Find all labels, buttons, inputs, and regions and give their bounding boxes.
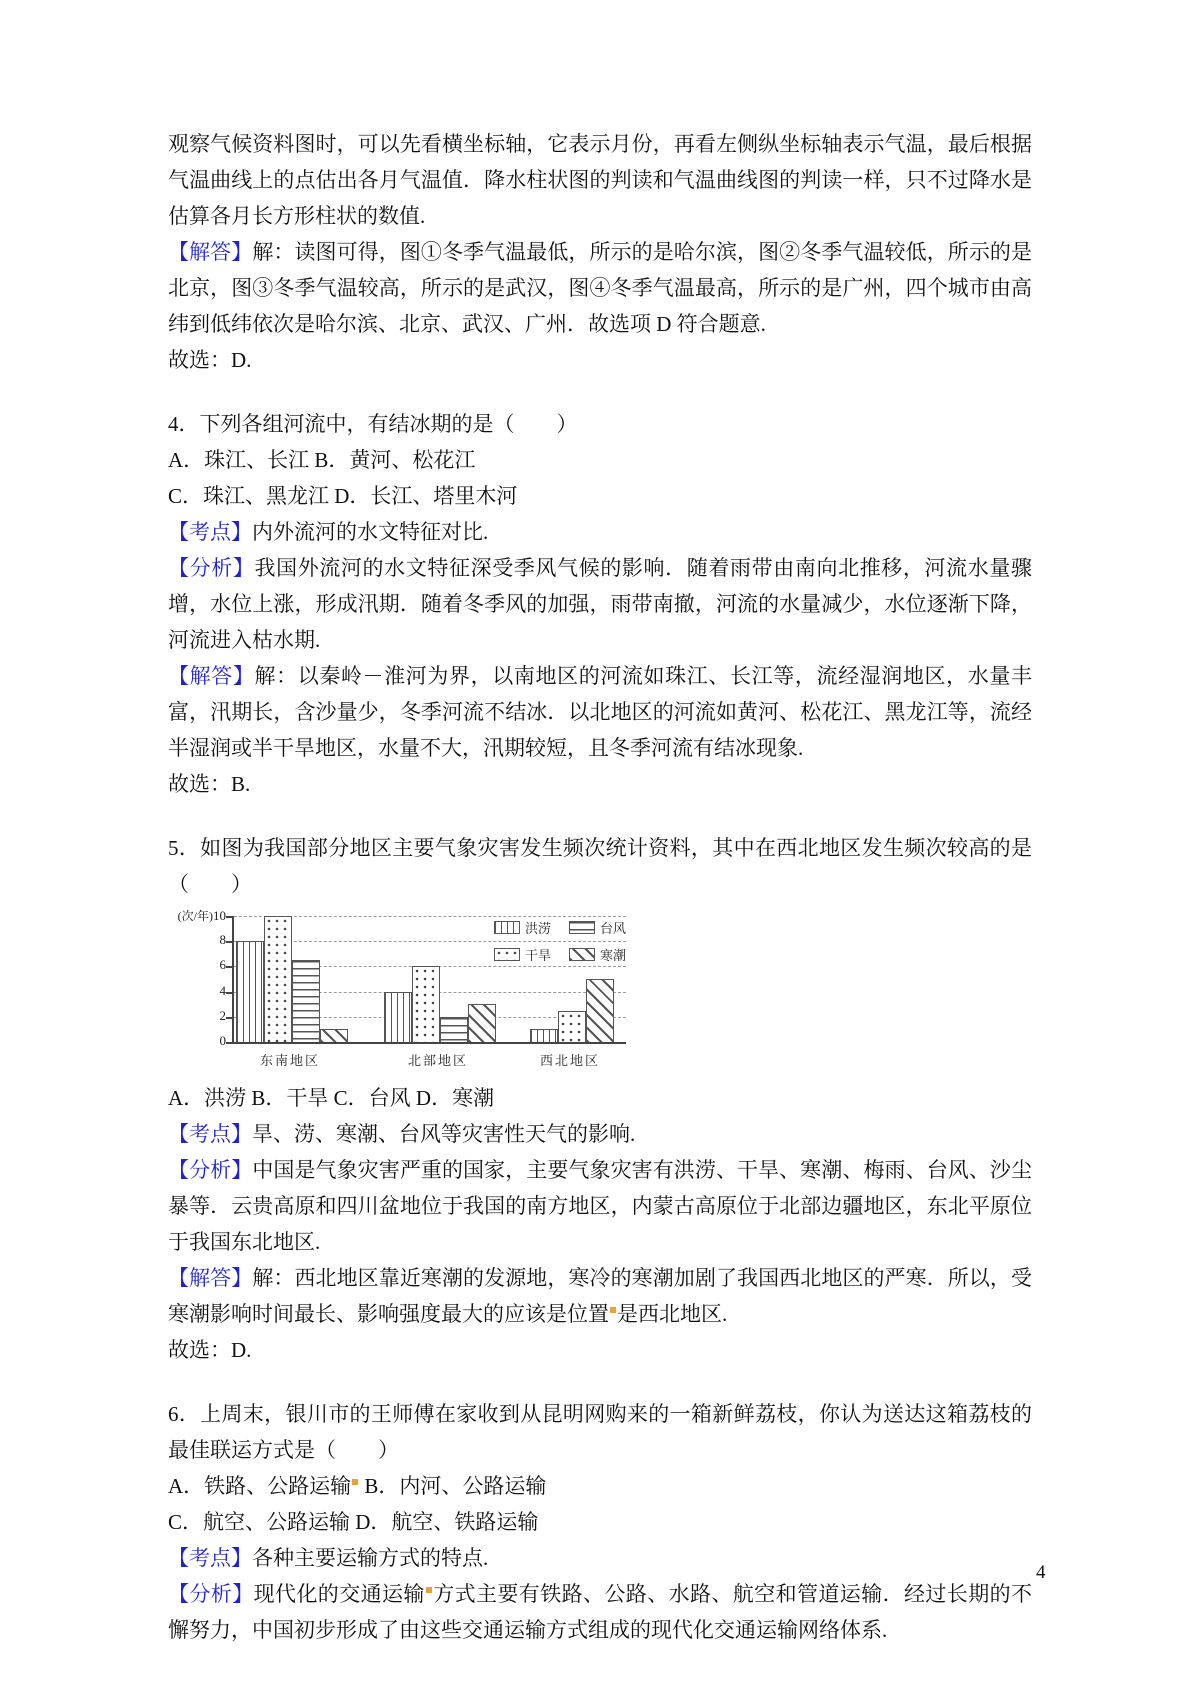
text-run: 方式主要有铁路、公路、水路、航空和管道运输．经过长期的不懈努力，中国初步形成了由这些交通运输方式组成的现代化交通运输网络体系. [168, 1582, 1033, 1642]
bar-干旱 [558, 1011, 586, 1043]
paragraph [168, 1396, 1032, 1468]
ocr-artifact-mark [610, 1307, 616, 1313]
x-axis-label: 西北地区 [539, 1053, 601, 1068]
legend-label: 洪涝 [524, 921, 551, 936]
document-body [168, 126, 1032, 1648]
paragraph [168, 126, 1032, 234]
legend-swatch-台风 [569, 921, 595, 934]
y-axis-tick: 8 [219, 932, 226, 948]
paragraph [168, 234, 1032, 342]
paragraph [168, 478, 1032, 514]
section-tag: 【考点】 [168, 1546, 252, 1570]
paragraph [168, 830, 1032, 902]
legend-item [494, 918, 551, 937]
text-run: 4．下列各组河流中，有结冰期的是（ ） [168, 412, 578, 436]
page-number: 4 [1036, 1562, 1046, 1583]
text-run: 观察气候资料图时，可以先看横坐标轴，它表示月份，再看左侧纵坐标轴表示气温，最后根据气温曲线上的点估出各月气温值．降水柱状图的判读和气温曲线图的判读一样，只不过降水是估算各月长方形柱状的数值. [168, 132, 1032, 228]
legend-swatch-寒潮 [569, 948, 595, 961]
y-axis-unit: (次/年) [177, 909, 213, 923]
text-run: A．珠江、长江 B．黄河、松花江 [168, 448, 476, 472]
text-run: A．铁路、公路运输 [168, 1474, 352, 1498]
text-run: A．洪涝 B．干旱 C．台风 D．寒潮 [168, 1086, 495, 1110]
bar-台风 [292, 960, 320, 1042]
y-axis-tick: 2 [219, 1007, 226, 1023]
text-run: 解：读图可得，图①冬季气温最低，所示的是哈尔滨，图②冬季气温较低，所示的是北京，图③冬季气温较高，所示的是武汉，图④冬季气温最高，所示的是广州，四个城市由高纬到低纬依次是哈尔滨、北京、武汉、广州．故选项 D 符合题意. [168, 240, 1033, 336]
bar-洪涝 [236, 941, 264, 1042]
text-run: 内外流河的水文特征对比. [252, 520, 489, 544]
disaster-frequency-chart [168, 910, 628, 1070]
paragraph [168, 342, 1032, 378]
paragraph [168, 514, 1032, 550]
bar-干旱 [264, 916, 292, 1042]
legend-item [494, 945, 551, 964]
paragraph [168, 1260, 1032, 1332]
text-run: 中国是气象灾害严重的国家，主要气象灾害有洪涝、干旱、寒潮、梅雨、台风、沙尘暴等．云贵高原和四川盆地位于我国的南方地区，内蒙古高原位于北部边疆地区，东北平原位于我国东北地区. [168, 1158, 1033, 1254]
section-tag: 【解答】 [168, 1266, 253, 1290]
text-run: 我国外流河的水文特征深受季风气候的影响．随着雨带由南向北推移，河流水量骤增，水位上涨，形成汛期．随着冬季风的加强，雨带南撤，河流的水量减少，水位逐渐下降，河流进入枯水期. [168, 556, 1033, 652]
x-axis-label: 北部地区 [407, 1053, 469, 1068]
bar-寒潮 [586, 979, 614, 1042]
paragraph [168, 1576, 1032, 1648]
text-run: 6．上周末，银川市的王师傅在家收到从昆明网购来的一箱新鲜荔枝，你认为送达这箱荔枝的最佳联运方式是（ ） [168, 1402, 1032, 1462]
ocr-artifact-mark [352, 1479, 358, 1485]
legend-label: 寒潮 [599, 948, 626, 963]
text-run: 故选：B. [168, 772, 251, 796]
text-run: 是西北地区. [617, 1302, 728, 1326]
paragraph [168, 406, 1032, 442]
bar-寒潮 [468, 1004, 496, 1042]
paragraph [168, 1080, 1032, 1116]
text-run: 5．如图为我国部分地区主要气象灾害发生频次统计资料，其中在西北地区发生频次较高的是（ ） [168, 836, 1032, 896]
paragraph [168, 550, 1032, 658]
bar-干旱 [412, 966, 440, 1042]
section-tag: 【分析】 [168, 1158, 253, 1182]
section-tag: 【解答】 [168, 664, 255, 688]
paragraph [168, 658, 1032, 766]
paragraph [168, 442, 1032, 478]
paragraph [168, 1468, 1032, 1504]
paragraph [168, 1116, 1032, 1152]
paragraph [168, 766, 1032, 802]
paragraph [168, 1504, 1032, 1540]
text-run: 解：以秦岭－淮河为界，以南地区的河流如珠江、长江等，流经湿润地区，水量丰富，汛期长，含沙量少，冬季河流不结冰．以北地区的河流如黄河、松花江、黑龙江等，流经半湿润或半干旱地区，水量不大，汛期较短，且冬季河流有结冰现象. [168, 664, 1033, 760]
text-run: B．内河、公路运输 [359, 1474, 547, 1498]
section-tag: 【解答】 [168, 240, 253, 264]
text-run: 现代化的交通运输 [253, 1582, 425, 1606]
chart-legend [494, 918, 626, 964]
bar-寒潮 [320, 1029, 348, 1042]
y-axis-tick: (次/年)10 [177, 908, 226, 923]
text-run: C．珠江、黑龙江 D．长江、塔里木河 [168, 484, 518, 508]
paragraph [168, 1152, 1032, 1260]
bar-台风 [440, 1017, 468, 1042]
x-axis-label: 东南地区 [259, 1053, 321, 1068]
gridline [234, 916, 626, 917]
y-axis-tick: 6 [219, 957, 226, 973]
text-run: 旱、涝、寒潮、台风等灾害性天气的影响. [252, 1122, 636, 1146]
y-axis-tick: 4 [219, 982, 226, 998]
text-run: 故选：D. [168, 1338, 252, 1362]
section-tag: 【分析】 [168, 1582, 254, 1606]
y-axis-tick: 0 [219, 1033, 226, 1048]
text-run: 解：西北地区靠近寒潮的发源地，寒冷的寒潮加剧了我国西北地区的严寒．所以，受寒潮影响时间最长、影响强度最大的应该是位置 [168, 1266, 1033, 1326]
bar-洪涝 [530, 1029, 558, 1042]
legend-item [569, 945, 626, 964]
bar-洪涝 [384, 992, 412, 1042]
text-run: 各种主要运输方式的特点. [252, 1546, 489, 1570]
paragraph [168, 1540, 1032, 1576]
legend-label: 台风 [599, 921, 626, 936]
legend-swatch-干旱 [494, 948, 520, 961]
section-tag: 【分析】 [168, 556, 255, 580]
ocr-artifact-mark [426, 1587, 432, 1593]
legend-label: 干旱 [524, 948, 551, 963]
section-tag: 【考点】 [168, 1122, 252, 1146]
section-tag: 【考点】 [168, 520, 252, 544]
paragraph [168, 1332, 1032, 1368]
text-run: C．航空、公路运输 D．航空、铁路运输 [168, 1510, 539, 1534]
text-run: 故选：D. [168, 348, 252, 372]
chart-plot-area [232, 916, 626, 1044]
legend-swatch-洪涝 [494, 921, 520, 934]
legend-item [569, 918, 626, 937]
